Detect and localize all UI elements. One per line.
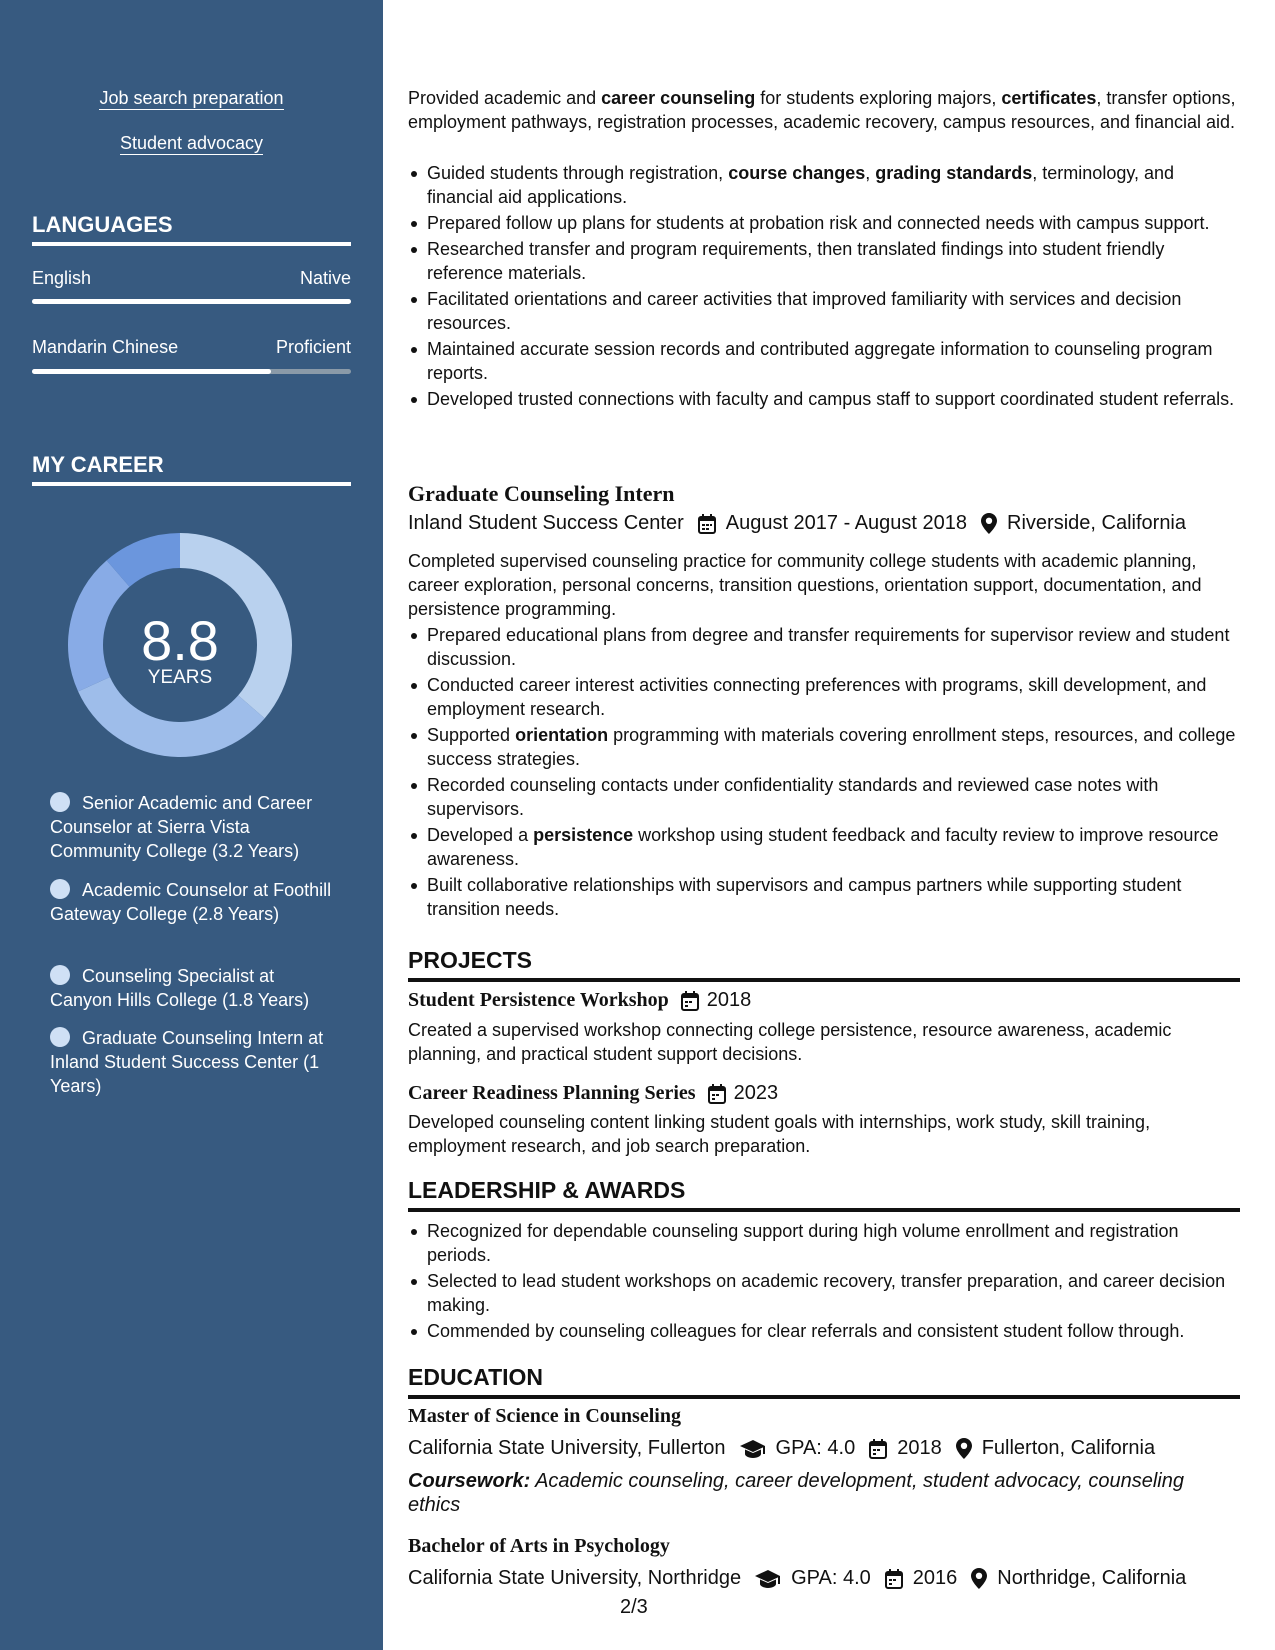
school-name: California State University, Fullerton [408,1437,726,1459]
list-item: Conducted career interest activities connecting preferences with programs, skill development, and employment research. [408,673,1240,721]
degree-title: Master of Science in Counseling [408,1405,681,1427]
language-level: Proficient [275,337,351,357]
school-location: Northridge, California [997,1567,1187,1589]
skill-item[interactable] [0,88,383,109]
career-item-text: Graduate Counseling Intern at Inland Student Success Center (1 Years) [50,1028,324,1096]
graduation-year: 2018 [897,1437,942,1459]
graduation-cap-icon [755,1570,781,1588]
project-title-row [408,1082,778,1105]
languages-heading: LANGUAGES [32,212,351,246]
skill-label: Job search preparation [99,88,284,108]
list-item: Facilitated orientations and career activities that improved familiarity with services and decision resources. [408,287,1240,335]
career-item-text: Academic Counselor at Foothill Gateway College (2.8 Years) [50,880,332,924]
list-item: Recorded counseling contacts under confidentiality standards and reviewed case notes with supervisors. [408,773,1240,821]
list-item: Prepared educational plans from degree and transfer requirements for supervisor review and student discussion. [408,623,1240,671]
degree-title: Bachelor of Arts in Psychology [408,1535,670,1557]
education-meta [408,1567,1186,1590]
career-heading: MY CAREER [32,452,351,486]
location-pin-icon [981,513,997,534]
career-total-value: 8.8 [141,609,219,672]
project-title: Career Readiness Planning Series [408,1082,696,1104]
calendar-icon [698,514,716,534]
career-bullet-icon [50,965,70,985]
previous-role-summary: Provided academic and career counseling for students exploring majors, certificates, transfer options, employment pathways, registration processes, academic recovery, campus resources, and financial aid. [408,88,1236,132]
list-item: Maintained accurate session records and contributed aggregate information to counseling program reports. [408,337,1240,385]
career-bullet-icon [50,1027,70,1047]
education-meta [408,1437,1155,1460]
sidebar [0,0,383,1650]
location-pin-icon [956,1438,972,1459]
calendar-icon [869,1439,887,1459]
career-item-text: Counseling Specialist at Canyon Hills College (1.8 Years) [50,966,310,1010]
list-item: Prepared follow up plans for students at probation risk and connected needs with campus support. [408,211,1240,235]
language-proficiency-bar [32,299,351,304]
career-bullet-icon [50,879,70,899]
job-title: Graduate Counseling Intern [408,481,675,506]
project-year: 2023 [733,1082,779,1104]
language-name: English [32,268,92,288]
skill-item[interactable] [0,133,383,154]
job-location: Riverside, California [1007,512,1187,534]
company-name: Inland Student Success Center [408,512,684,534]
school-location: Fullerton, California [981,1437,1156,1459]
job-bullets [408,623,1240,923]
list-item: Supported orientation programming with materials covering enrollment steps, resources, and college success strategies. [408,723,1240,771]
education-heading: EDUCATION [408,1364,1240,1399]
list-item: Guided students through registration, course changes, grading standards, terminology, and financial aid applications. [408,161,1240,209]
language-name: Mandarin Chinese [32,337,179,357]
project-title: Student Persistence Workshop [408,989,669,1011]
project-description: Developed counseling content linking student goals with internships, work study, skill training, employment research, and job search preparation. [408,1112,1151,1156]
career-donut-segment-3 [68,560,130,691]
job-summary: Completed supervised counseling practice for community college students with academic planning, career exploration, personal concerns, transition questions, orientation support, documentation, and persistence programming. [408,551,1202,619]
career-donut-chart [60,525,300,765]
school-name: California State University, Northridge [408,1567,742,1589]
coursework: Coursework: Academic counseling, career development, student advocacy, counseling ethics [408,1470,1184,1516]
list-item: Selected to lead student workshops on academic recovery, transfer preparation, and career decision making. [408,1269,1240,1317]
career-total-unit: YEARS [147,667,213,688]
career-list-item [50,791,335,863]
graduation-year: 2016 [912,1567,958,1589]
career-item-text: Senior Academic and Career Counselor at Sierra Vista Community College (3.2 Years) [50,793,313,861]
calendar-icon [708,1084,726,1104]
awards-heading: LEADERSHIP & AWARDS [408,1177,1240,1212]
project-title-row [408,989,751,1012]
language-level: Native [299,268,351,288]
project-description: Created a supervised workshop connecting college persistence, resource awareness, academic planning, and practical student support decisions. [408,1020,1172,1064]
location-pin-icon [971,1568,987,1589]
gpa: GPA: 4.0 [775,1437,856,1459]
projects-heading: PROJECTS [408,947,1240,982]
skill-label: Student advocacy [119,133,264,153]
awards-list [408,1219,1240,1345]
language-proficiency-fill [32,299,351,304]
career-list-item [50,1026,335,1098]
list-item: Developed trusted connections with faculty and campus staff to support coordinated student referrals. [408,387,1240,411]
project-year: 2018 [706,989,752,1011]
job-dates: August 2017 - August 2018 [725,512,968,534]
language-row [32,268,351,289]
career-bullet-icon [50,792,70,812]
career-list-item [50,964,335,1012]
previous-role-bullets [408,161,1240,413]
list-item: Recognized for dependable counseling support during high volume enrollment and registration periods. [408,1219,1240,1267]
calendar-icon [885,1569,903,1589]
page-number: 2/3 [620,1596,648,1618]
graduation-cap-icon [740,1440,766,1458]
career-donut-segment-2 [78,677,265,757]
language-row [32,337,351,358]
list-item: Developed a persistence workshop using student feedback and faculty review to improve resource awareness. [408,823,1240,871]
calendar-icon [681,991,699,1011]
list-item: Commended by counseling colleagues for clear referrals and consistent student follow through. [408,1319,1240,1343]
gpa: GPA: 4.0 [791,1567,871,1589]
job-meta [408,512,1186,535]
list-item: Researched transfer and program requirements, then translated findings into student friendly reference materials. [408,237,1240,285]
language-proficiency-fill [32,369,271,374]
list-item: Built collaborative relationships with supervisors and campus partners while supporting student transition needs. [408,873,1240,921]
career-list-item [50,878,335,926]
language-proficiency-bar [32,369,351,374]
